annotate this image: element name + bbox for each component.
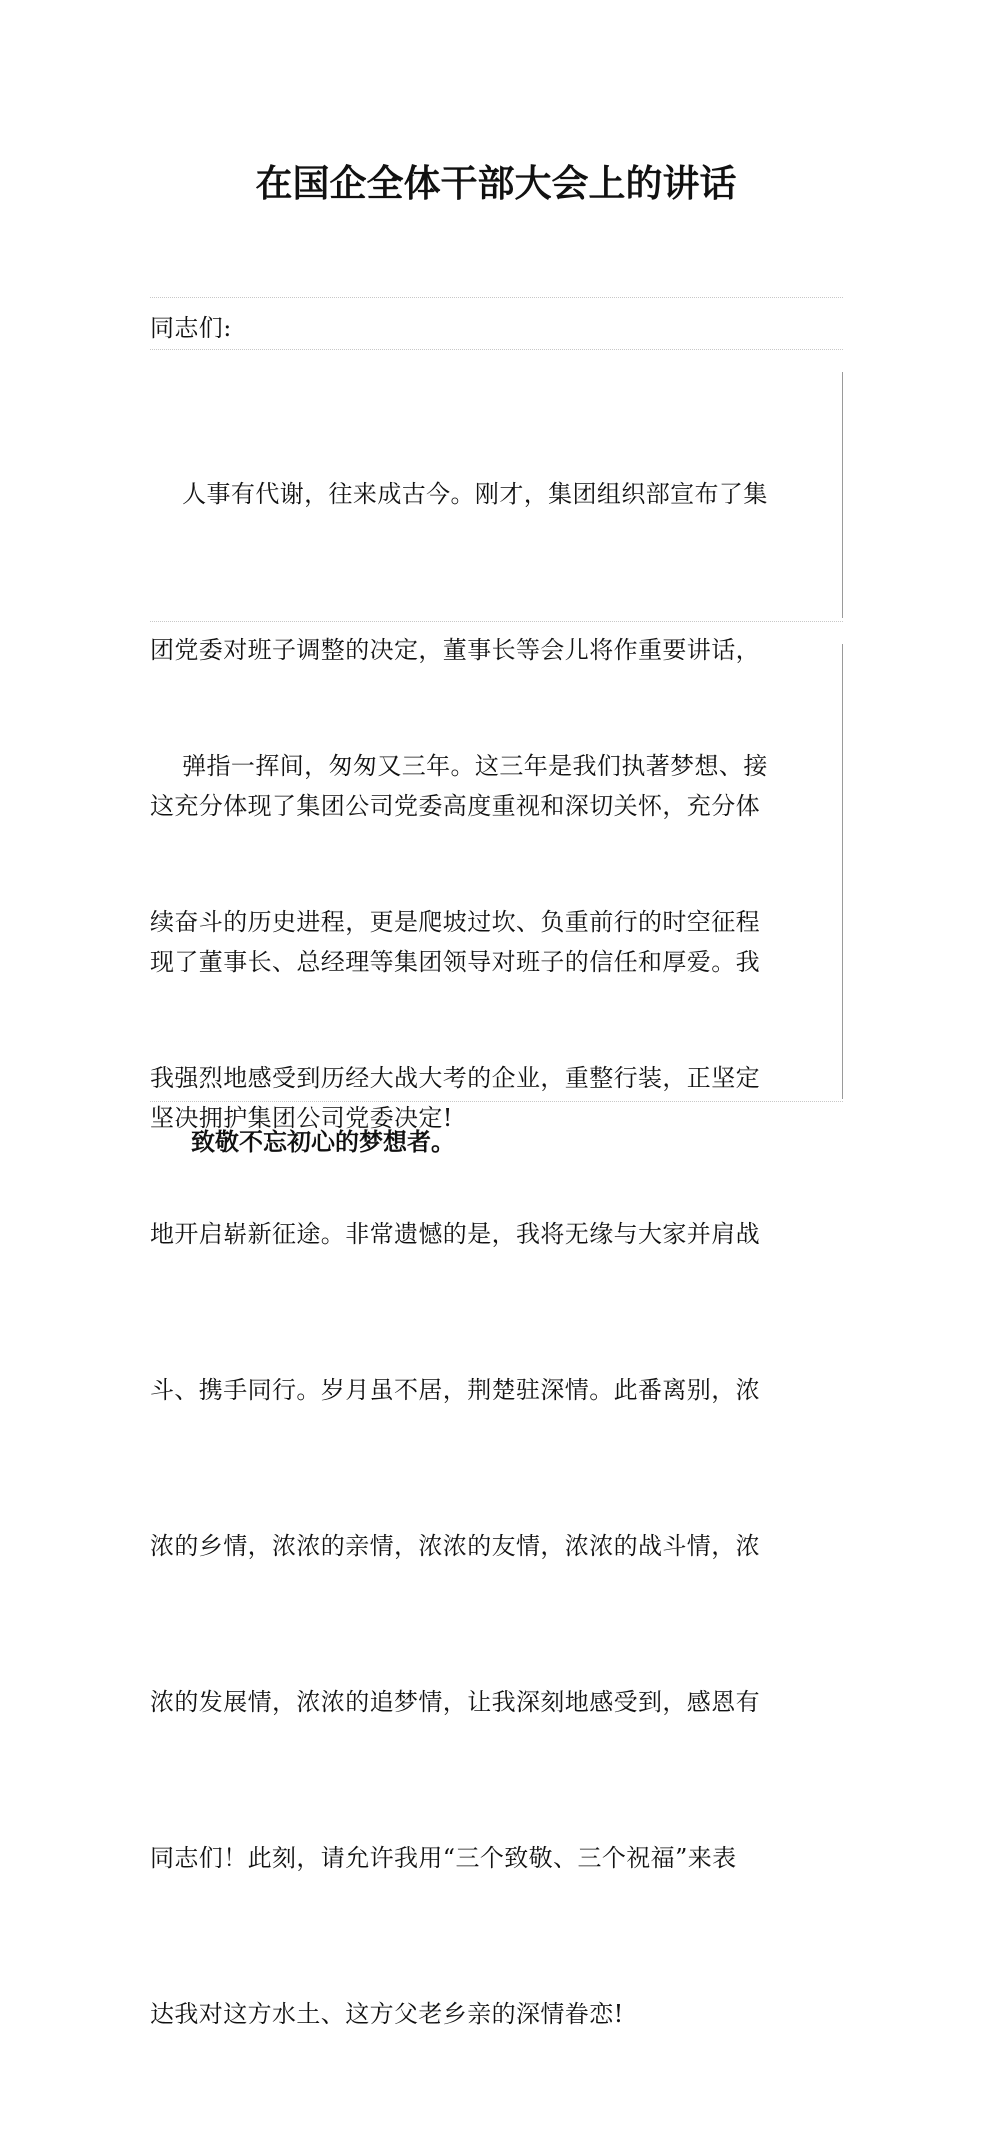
paragraph-line: 我强烈地感受到历经大战大考的企业，重整行装，正坚定 <box>150 1064 760 1092</box>
paragraph-line: 人事有代谢，往来成古今。刚才，集团组织部宣布了集 <box>150 480 768 508</box>
paragraph-line: 浓的发展情，浓浓的追梦情，让我深刻地感受到，感恩有 <box>150 1688 760 1716</box>
document-title: 在国企全体干部大会上的讲话 <box>255 161 737 205</box>
paragraph-line: 团党委对班子调整的决定，董事长等会儿将作重要讲话， <box>150 636 760 664</box>
section-heading: 致敬不忘初心的梦想者。 <box>191 1128 455 1156</box>
paragraph-line: 这充分体现了集团公司党委高度重视和深切关怀，充分体 <box>150 792 760 820</box>
paragraph-line: 斗、携手同行。岁月虽不居，荆楚驻深情。此番离别，浓 <box>150 1376 760 1404</box>
paragraph-line: 坚决拥护集团公司党委决定! <box>150 1104 453 1132</box>
paragraph-line: 达我对这方水土、这方父老乡亲的深情眷恋! <box>150 2000 624 2028</box>
paragraph-line: 弹指一挥间，匆匆又三年。这三年是我们执著梦想、接 <box>150 752 768 780</box>
paragraph-line: 续奋斗的历史进程，更是爬坡过坎、负重前行的时空征程 <box>150 908 760 936</box>
paragraph-line: 地开启崭新征途。非常遗憾的是，我将无缘与大家并肩战 <box>150 1220 760 1248</box>
paragraph-line: 浓的乡情，浓浓的亲情，浓浓的友情，浓浓的战斗情，浓 <box>150 1532 760 1560</box>
margin-bar <box>842 372 843 618</box>
paragraph-line: 同志们！此刻，请允许我用“三个致敬、三个祝福”来表 <box>150 1844 737 1872</box>
margin-bar <box>842 644 843 1099</box>
salutation: 同志们: <box>150 314 232 342</box>
separator-line <box>150 297 843 298</box>
paragraph-2 <box>150 636 842 2144</box>
paragraph-line: 现了董事长、总经理等集团领导对班子的信任和厚爱。我 <box>150 948 760 976</box>
